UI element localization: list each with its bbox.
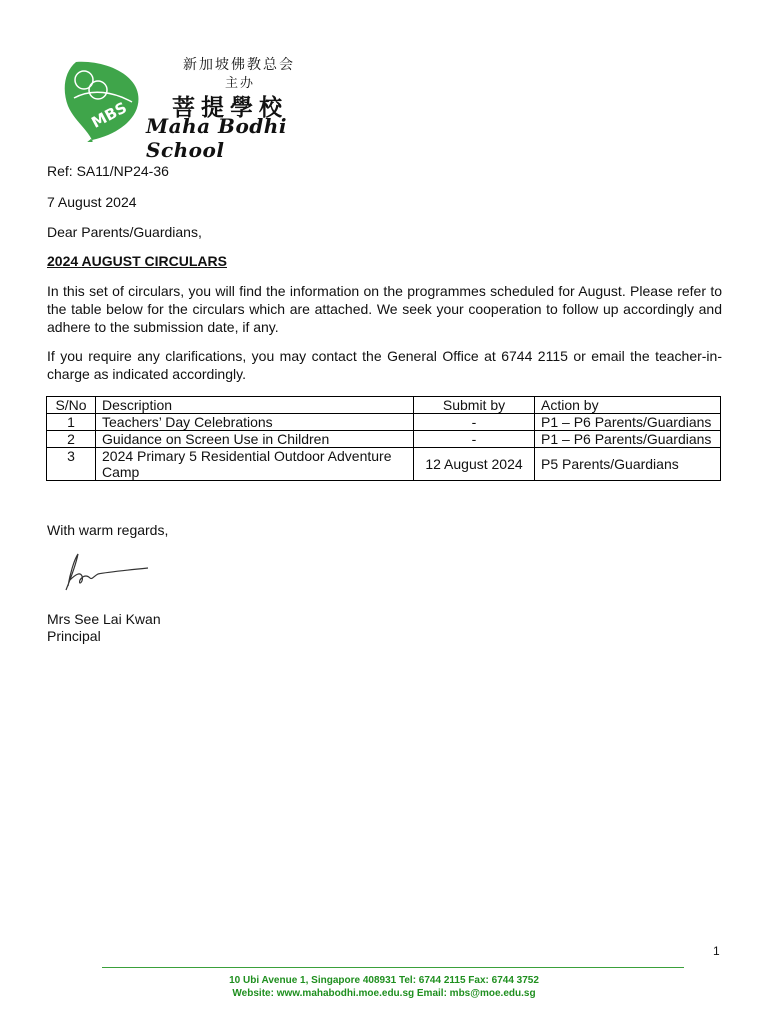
table-row — [47, 431, 721, 448]
closing: With warm regards, — [47, 522, 169, 538]
header-action-by: Action by — [535, 397, 721, 414]
organized-by-text: 主办 — [225, 76, 256, 91]
row-sno: 2 — [47, 431, 96, 448]
table-header-row — [47, 397, 721, 414]
row-submit-by: - — [414, 414, 535, 431]
table-row — [47, 448, 721, 481]
header-submit-by: Submit by — [414, 397, 535, 414]
letter-heading: 2024 AUGUST CIRCULARS — [47, 253, 227, 269]
bodhi-leaf-logo — [62, 58, 142, 142]
intro-paragraph: In this set of circulars, you will find the information on the programmes scheduled for August. Please refer to the table below for the circulars which are attached. We seek your cooperation to follow up accordingly and adhere to the submission date, if any. — [47, 283, 722, 335]
row-sno: 1 — [47, 414, 96, 431]
page-number: 1 — [713, 944, 720, 958]
contact-paragraph: If you require any clarifications, you may contact the General Office at 6744 2115 or email the teacher-in-charge as indicated accordingly. — [47, 348, 722, 382]
row-submit-by: 12 August 2024 — [414, 448, 535, 481]
logo-mbs-text: MBS — [88, 98, 130, 132]
row-action-by: P5 Parents/Guardians — [535, 448, 721, 481]
footer-contact: Website: www.mahabodhi.moe.edu.sg Email: mbs@moe.edu.sg — [232, 988, 536, 999]
reference-number: Ref: SA11/NP24-36 — [47, 163, 169, 179]
row-action-by: P1 – P6 Parents/Guardians — [535, 414, 721, 431]
signature-image — [58, 550, 153, 592]
row-submit-by: - — [414, 431, 535, 448]
letterhead — [60, 52, 360, 162]
signer-name: Mrs See Lai Kwan — [47, 611, 161, 627]
row-description: Guidance on Screen Use in Children — [96, 431, 414, 448]
signer-title: Principal — [47, 628, 101, 644]
row-sno: 3 — [47, 448, 96, 481]
header-description: Description — [96, 397, 414, 414]
footer-divider — [102, 967, 684, 968]
footer-address: 10 Ubi Avenue 1, Singapore 408931 Tel: 6744 2115 Fax: 6744 3752 — [229, 975, 539, 986]
letter-date: 7 August 2024 — [47, 194, 137, 210]
row-action-by: P1 – P6 Parents/Guardians — [535, 431, 721, 448]
row-description: Teachers’ Day Celebrations — [96, 414, 414, 431]
row-description: 2024 Primary 5 Residential Outdoor Adventure Camp — [96, 448, 414, 481]
circulars-table — [46, 396, 721, 481]
table-row — [47, 414, 721, 431]
org-chinese-name: 新加坡佛教总会 — [183, 57, 295, 73]
school-chinese-name: 菩提學校 — [172, 94, 288, 121]
school-english-name: Maha Bodhi School — [146, 114, 287, 162]
salutation: Dear Parents/Guardians, — [47, 224, 202, 240]
header-sno: S/No — [47, 397, 96, 414]
